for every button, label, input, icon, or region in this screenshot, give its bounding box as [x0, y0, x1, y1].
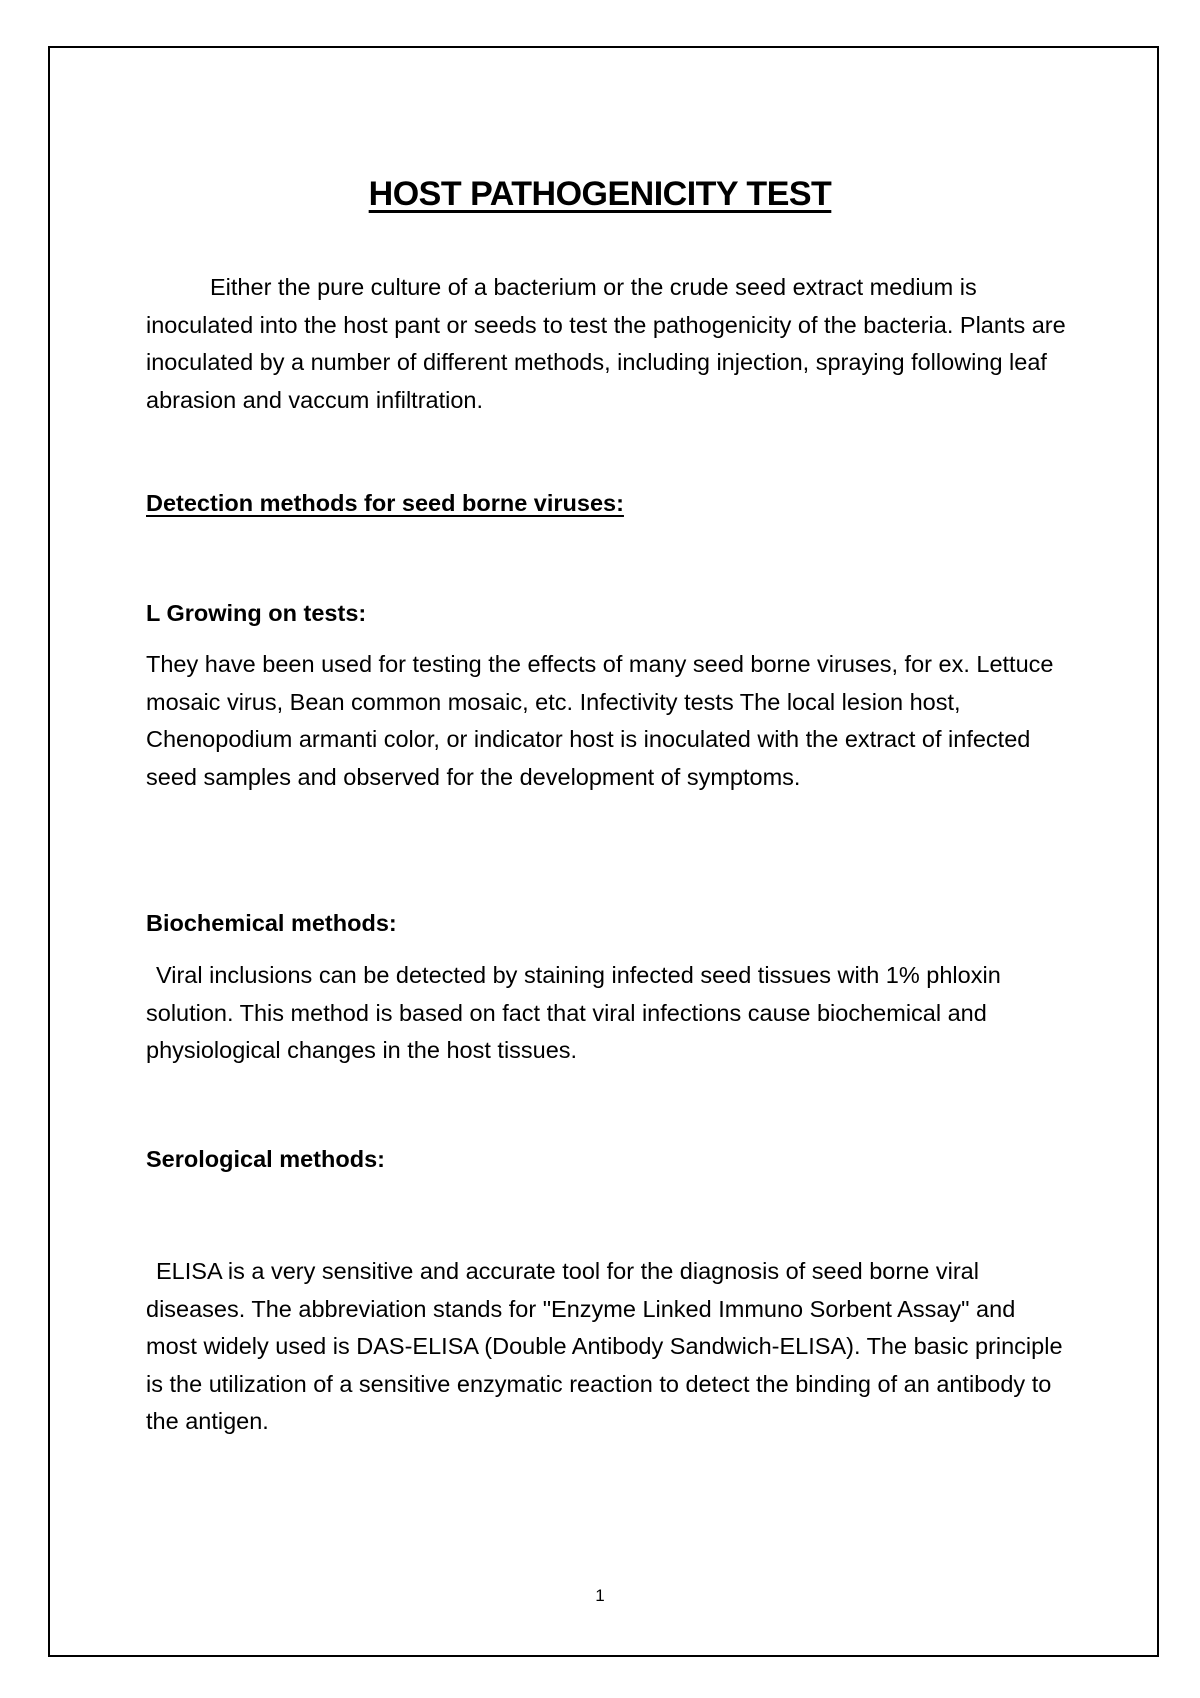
growing-on-tests-heading: L Growing on tests:: [146, 600, 367, 626]
page-title: HOST PATHOGENICITY TEST: [368, 174, 832, 213]
biochemical-methods-heading: Biochemical methods:: [146, 910, 397, 936]
biochemical-methods-paragraph: Viral inclusions can be detected by staining infected seed tissues with 1% phloxin solution. This method is based on fact that viral infections cause biochemical and physiological changes in the host tissues.: [146, 962, 1001, 1063]
page-number: 1: [595, 1586, 605, 1605]
serological-methods-heading: Serological methods:: [146, 1146, 385, 1172]
section-heading: Detection methods for seed borne viruses:: [146, 490, 624, 516]
serological-methods-paragraph: ELISA is a very sensitive and accurate tool for the diagnosis of seed borne viral diseases. The abbreviation stands for "Enzyme Linked Immuno Sorbent Assay" and most widely used is DAS-ELISA (Double Antibody Sandwich-ELISA). The basic principle is the utilization of a sensitive enzymatic reaction to detect the binding of an antibody to the antigen.: [146, 1258, 1063, 1434]
intro-paragraph: Either the pure culture of a bacterium or the crude seed extract medium is inoculated into the host pant or seeds to test the pathogenicity of the bacteria. Plants are inoculated by a number of different methods, including injection, spraying following leaf abrasion and vaccum infiltration.: [146, 274, 1066, 413]
growing-on-tests-paragraph: They have been used for testing the effects of many seed borne viruses, for ex. Lettuce mosaic virus, Bean common mosaic, etc. Infectivity tests The local lesion host, Chenopodium armanti color, or indicator host is inoculated with the extract of infected seed samples and observed for the development of symptoms.: [146, 651, 1054, 790]
